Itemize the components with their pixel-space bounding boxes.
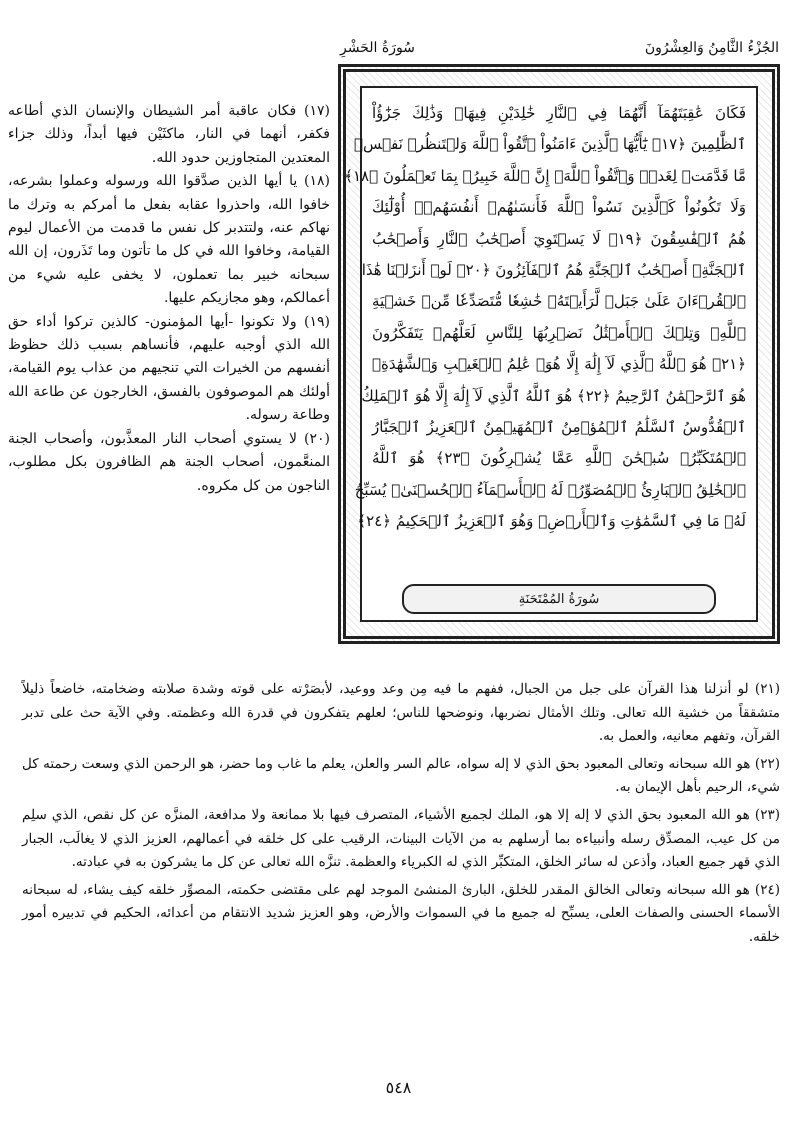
quran-line: ﴿٢١﴾ هُوَ ٱللَّهُ ٱلَّذِي لَآ إِلَٰهَ إِلَّا هُوَۖ عَٰلِمُ ٱلۡغَيۡبِ وَٱلشَّهَٰدَةِۖ xyxy=(372,355,746,374)
mushaf-text-panel xyxy=(344,86,758,622)
tafsir-paragraph: (١٧) فكان عاقبة أمر الشيطان والإنسان الذي أطاعه فكفر، أنهما في النار، ماكثَيْن فيها أبداً، وذلك جزاء المعتدين المتجاوزين حدود الله. xyxy=(8,103,330,166)
tafsir-paragraph: (٢١) لو أنزلنا هذا القرآن على جبل من الجبال، ففهم ما فيه مِن وعد ووعيد، لأبصَرْته على قوته وشدة صلابته وضخامته، خاضعاً ذليلاً متشققاً من خشية الله تعالى. وتلك الأمثال نضربها، ونوضحها للناس؛ لعلهم يتفكرون في قدرة الله وعظمته. وفي الآية حث على تدبر القرآن، وتفهم معانيه، والعمل به. xyxy=(22,681,780,745)
quran-line: ٱللَّهِۚ وَتِلۡكَ ٱلۡأَمۡثَٰلُ نَضۡرِبُهَا لِلنَّاسِ لَعَلَّهُمۡ يَتَفَكَّرُونَ xyxy=(372,323,746,342)
surah-header: سُورَةُ الحَشْرِ xyxy=(340,40,415,56)
tafsir-paragraph: (١٩) ولا تكونوا -أيها المؤمنون- كالذين تركوا أداء حق الله الذي أوجبه عليهم، فأنساهم بسبب ذلك حظوظ أنفسهم من الخيرات التي تنجيهم من عذاب يوم القيامة، أولئك هم الموصوفون بالفسق، الخارجون عن طاعة الله وطاعة رسوله. xyxy=(8,313,330,424)
next-surah-banner: سُورَةُ المُمْتَحَنَةِ xyxy=(402,584,716,614)
juz-header: الجُزْءُ الثَّامِنُ وَالعِشْرُونَ xyxy=(644,40,779,56)
quran-line: ٱلۡجَنَّةِۚ أَصۡحَٰبُ ٱلۡجَنَّةِ هُمُ ٱلۡفَآئِزُونَ ﴿٢٠﴾ لَوۡ أَنزَلۡنَا هَٰذَا xyxy=(361,261,746,280)
tafsir-bottom-block xyxy=(22,678,780,954)
page-number: ٥٤٨ xyxy=(385,1078,412,1097)
tafsir-paragraph: (٢٤) هو الله سبحانه وتعالى الخالق المقدر للخلق، البارئ المنشئ الموجد لهم على مقتضى حكمته، المصوِّر خلقه كيف يشاء، له سبحانه الأسماء الحسنى والصفات العلى، يسبِّح له جميع ما في السموات والأرض، وهو العزيز شديد الانتقام من أعدائه، الحكيم في تدبيره أمور خلقه. xyxy=(22,881,780,945)
tafsir-paragraph: (١٨) يا أيها الذين صدَّقوا الله ورسوله وعملوا بشرعه، خافوا الله، واحذروا عقابه بفعل ما أمركم به وترك ما نهاكم عنه، ولتتدبر كل نفس ما قدمت من الأعمال ليوم القيامة، وخافوا الله في كل ما تأتون وما تَذَرون، إن الله سبحانه خبير بما تعملون، لا يخفى عليه شيء من أعمالكم، وهو مجازيكم عليها. xyxy=(8,173,330,307)
quran-line: وَلَا تَكُونُواْ كَٱلَّذِينَ نَسُواْ ٱللَّهَ فَأَنسَىٰهُمۡ أَنفُسَهُمۡۚ أُوْلَٰٓئِكَ xyxy=(372,198,746,217)
quran-line: ٱلۡمُتَكَبِّرُۚ سُبۡحَٰنَ ٱللَّهِ عَمَّا يُشۡرِكُونَ ﴿٢٣﴾ هُوَ ٱللَّهُ xyxy=(372,449,746,468)
tafsir-paragraph: (٢٣) هو الله المعبود بحق الذي لا إله إلا هو، الملك لجميع الأشياء، المتصرف فيها بلا ممانعة ولا مدافعة، المنزَّه عن كل نقص، الذي سلِم من كل عيب، المصدِّق رسله وأنبياءه بما أرسلهم به من الآيات البينات، الرقيب على كل خلقه في أعمالهم، العزيز الذي لا يغالَب، الجبار الذي قهر جميع العباد، وأذعن له سائر الخلق، المتكبِّر الذي له الكبرياء والعظمة. تنزَّه الله تعالى عن كل ما يشركون به في عبادته. xyxy=(22,806,780,871)
tafsir-paragraph: (٢٢) هو الله سبحانه وتعالى المعبود بحق الذي لا إله سواه، عالم السر والعلن، يعلم ما غاب وما حضر، هو الرحمن الذي وسعت رحمته كل شيء، الرحيم بأهل الإيمان به. xyxy=(22,755,780,796)
quran-text xyxy=(344,98,746,600)
tafsir-side-column xyxy=(8,100,330,498)
tafsir-paragraph: (٢٠) لا يستوي أصحاب النار المعذَّبون، وأصحاب الجنة المنعَّمون، أصحاب الجنة هم الظافرون بكل مطلوب، الناجون من كل مكروه. xyxy=(8,430,330,494)
quran-line: هُمُ ٱلۡفَٰسِقُونَ ﴿١٩﴾ لَا يَسۡتَوِيٓ أَصۡحَٰبُ ٱلنَّارِ وَأَصۡحَٰبُ xyxy=(372,229,746,248)
quran-line: فَكَانَ عَٰقِبَتَهُمَآ أَنَّهُمَا فِي ٱلنَّارِ خَٰلِدَيْنِ فِيهَاۚ وَذَٰلِكَ جَزَٰٓؤُاْ xyxy=(372,104,746,122)
quran-line: مَّا قَدَّمَتۡ لِغَدٖۖ وَٱتَّقُواْ ٱللَّهَۚ إِنَّ ٱللَّهَ خَبِيرُۢ بِمَا تَعۡمَلُونَ ﴿١٨﴾ xyxy=(344,166,746,185)
quran-line: ٱلظَّٰلِمِينَ ﴿١٧﴾ يَٰٓأَيُّهَا ٱلَّذِينَ ءَامَنُواْ ٱتَّقُواْ ٱللَّهَ وَلۡتَنظُرۡ نَفۡسٞ xyxy=(353,135,746,154)
quran-line: هُوَ ٱلرَّحۡمَٰنُ ٱلرَّحِيمُ ﴿٢٢﴾ هُوَ ٱللَّهُ ٱلَّذِي لَآ إِلَٰهَ إِلَّا هُوَ ٱلۡمَلِكُ xyxy=(361,386,746,405)
quran-line: ٱلۡخَٰلِقُ ٱلۡبَارِئُ ٱلۡمُصَوِّرُۖ لَهُ ٱلۡأَسۡمَآءُ ٱلۡحُسۡنَىٰۚ يُسَبِّحُ xyxy=(354,480,746,499)
quran-line: ٱلۡقُدُّوسُ ٱلسَّلَٰمُ ٱلۡمُؤۡمِنُ ٱلۡمُهَيۡمِنُ ٱلۡعَزِيزُ ٱلۡجَبَّارُ xyxy=(372,418,746,437)
mushaf-frame xyxy=(338,64,780,644)
quran-line: لَهُۥ مَا فِي ٱلسَّمَٰوَٰتِ وَٱلۡأَرۡضِۖ وَهُوَ ٱلۡعَزِيزُ ٱلۡحَكِيمُ ﴿٢٤﴾ xyxy=(357,512,746,531)
quran-line: ٱلۡقُرۡءَانَ عَلَىٰ جَبَلٖ لَّرَأَيۡتَهُۥ خَٰشِعٗا مُّتَصَدِّعٗا مِّنۡ خَشۡيَةِ xyxy=(372,292,746,311)
